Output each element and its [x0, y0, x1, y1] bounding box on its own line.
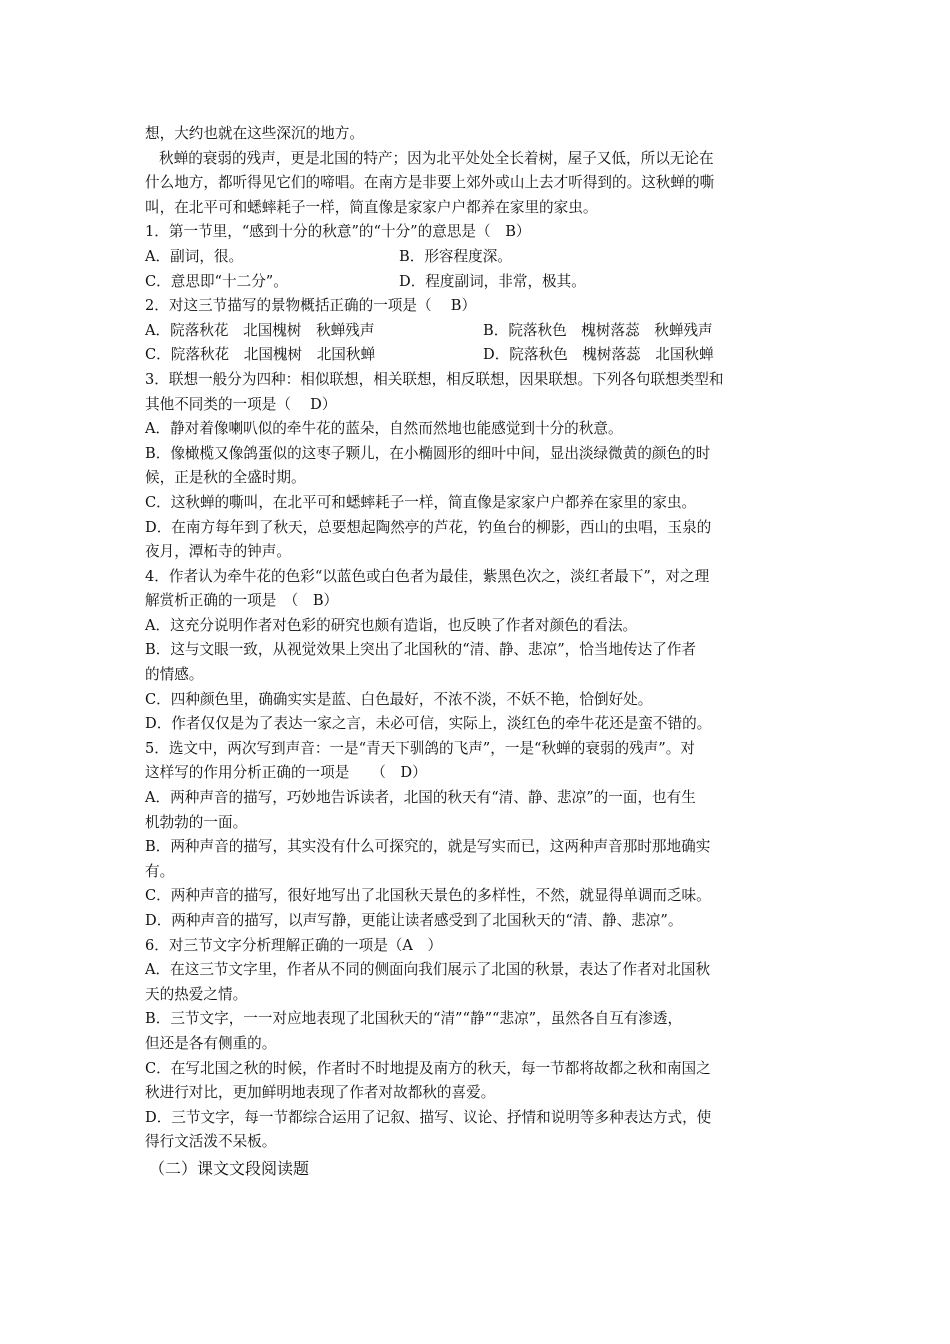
- passage-line: 什么地方，都听得见它们的啼唱。在南方是非要上郊外或山上去才听得到的。这秋蝉的嘶: [145, 174, 715, 192]
- question-5-stem: 5．选文中，两次写到声音：一是“青天下驯鸽的飞声”，一是“秋蝉的衰弱的残声”。对: [145, 739, 695, 757]
- option-a: A．在这三节文字里，作者从不同的侧面向我们展示了北国的秋景，表达了作者对北国秋: [145, 961, 711, 979]
- passage-line: 秋蝉的衰弱的残声，更是北国的特产；因为北平处处全长着树，屋子又低，所以无论在: [159, 149, 714, 167]
- passage-line: 叫，在北平可和蟋蟀耗子一样，简直像是家家户户都养在家里的家虫。: [145, 198, 598, 216]
- question-3-stem: 其他不同类的一项是（ D）: [145, 395, 337, 413]
- question-1-options-row-2: [145, 270, 815, 295]
- question-2-options-row-2: [145, 343, 815, 368]
- question-5-stem: 这样写的作用分析正确的一项是 （ D）: [145, 764, 427, 782]
- option-d: D．两种声音的描写，以声写静，更能让读者感受到了北国秋天的“清、静、悲凉”。: [145, 912, 683, 929]
- option-d-cont: 夜月，潭柘寺的钟声。: [145, 543, 291, 561]
- option-a-cont: 天的热爱之情。: [145, 985, 248, 1003]
- section-title: （二）课文文段阅读题: [149, 1158, 310, 1178]
- question-1-stem: 1．第一节里，“感到十分的秋意”的“十分”的意思是（ B）: [145, 223, 531, 241]
- option-c: C．四种颜色里，确确实实是蓝、白色最好，不浓不淡，不妖不艳，恰倒好处。: [145, 690, 653, 708]
- option-b-cont: 有。: [145, 862, 175, 880]
- option-b: B．两种声音的描写，其实没有什么可探究的，就是写实而已，这两种声音那时那地确实: [145, 838, 711, 856]
- option-c: C．在写北国之秋的时候，作者时不时地提及南方的秋天，每一节都将故都之秋和南国之: [145, 1059, 711, 1077]
- option-b: B．院落秋色 槐树落蕊 秋蝉残声: [483, 321, 713, 339]
- document-page: [145, 122, 815, 1182]
- passage-line: 想，大约也就在这些深沉的地方。: [145, 125, 364, 142]
- option-c: C．两种声音的描写，很好地写出了北国秋天景色的多样性，不然，就显得单调而乏味。: [145, 887, 711, 905]
- option-b: B．这与文眼一致，从视觉效果上突出了北国秋的“清、静、悲凉”，恰当地传达了作者: [145, 641, 697, 659]
- question-4-stem: 4．作者认为牵牛花的色彩“以蓝色或白色者为最佳，紫黑色次之，淡红者最下”，对之理: [145, 567, 710, 585]
- option-a: A．这充分说明作者对色彩的研究也颇有造诣，也反映了作者对颜色的看法。: [145, 616, 638, 634]
- question-2-options-row-1: [145, 319, 815, 344]
- option-b-cont: 候，正是秋的全盛时期。: [145, 469, 306, 487]
- option-a: A．副词，很。: [145, 247, 244, 265]
- option-b: B．三节文字，一一对应地表现了北国秋天的“清”“静”“悲凉”，虽然各自互有渗透，: [145, 1010, 683, 1028]
- option-c-cont: 秋进行对比，更加鲜明地表现了作者对故都秋的喜爱。: [145, 1084, 496, 1102]
- option-c: C．意思即“十二分”。: [145, 272, 288, 290]
- question-1-options-row-1: [145, 245, 815, 270]
- option-c: C．这秋蝉的嘶叫，在北平可和蟋蟀耗子一样，简直像是家家户户都养在家里的家虫。: [145, 493, 697, 511]
- question-6-stem: 6．对三节文字分析理解正确的一项是（A ）: [145, 936, 443, 954]
- option-a: A．静对着像喇叭似的牵牛花的蓝朵，自然而然地也能感觉到十分的秋意。: [145, 420, 623, 438]
- option-d: D．作者仅仅是为了表达一家之言，未必可信，实际上，淡红色的牵牛花还是蛮不错的。: [145, 715, 712, 733]
- option-d: D．三节文字，每一节都综合运用了记叙、描写、议论、抒情和说明等多种表达方式，使: [145, 1108, 712, 1126]
- option-b: B．像橄榄又像鸽蛋似的这枣子颗儿，在小椭圆形的细叶中间，显出淡绿微黄的颜色的时: [145, 444, 711, 462]
- question-2-stem: 2．对这三节描写的景物概括正确的一项是（ B）: [145, 297, 477, 315]
- option-b-cont: 但还是各有侧重的。: [145, 1034, 277, 1052]
- option-b-cont: 的情感。: [145, 666, 204, 684]
- option-a: A．院落秋花 北国槐树 秋蝉残声: [145, 321, 375, 339]
- option-d-cont: 得行文活泼不呆板。: [145, 1133, 277, 1151]
- question-3-stem: 3．联想一般分为四种：相似联想，相关联想，相反联想，因果联想。下列各句联想类型和: [145, 370, 724, 388]
- question-4-stem: 解赏析正确的一项是 （ B）: [145, 592, 339, 610]
- option-a: A．两种声音的描写，巧妙地告诉读者，北国的秋天有“清、静、悲凉”的一面，也有生: [145, 789, 696, 807]
- option-d: D．院落秋色 槐树落蕊 北国秋蝉: [483, 346, 714, 364]
- option-b: B．形容程度深。: [399, 247, 512, 265]
- option-d: D．在南方每年到了秋天，总要想起陶然亭的芦花，钓鱼台的柳影，西山的虫唱，玉泉的: [145, 518, 712, 536]
- option-a-cont: 机勃勃的一面。: [145, 813, 248, 831]
- option-c: C．院落秋花 北国槐树 北国秋蝉: [145, 346, 376, 364]
- option-d: D．程度副词，非常，极其。: [399, 272, 586, 290]
